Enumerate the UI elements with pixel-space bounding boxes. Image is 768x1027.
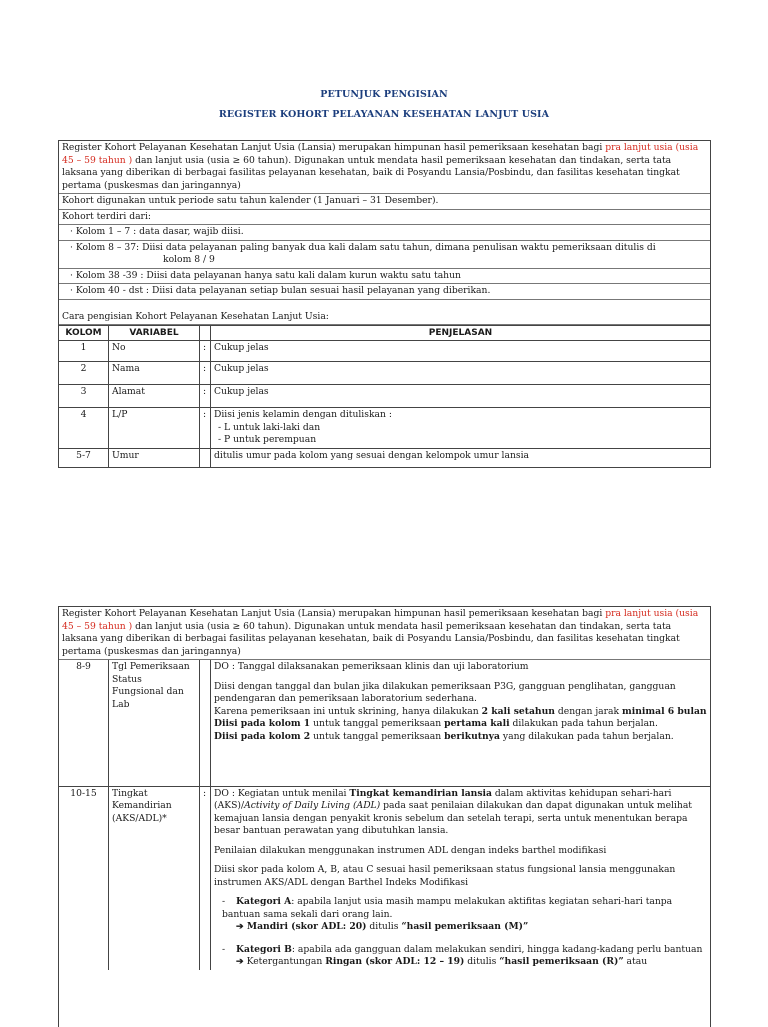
table-header bbox=[59, 326, 710, 341]
instruction-box-1 bbox=[58, 140, 711, 468]
page-heading: PETUNJUK PENGISIAN bbox=[320, 89, 448, 100]
arrow-right-icon: ➔ bbox=[236, 956, 244, 968]
intro-paragraph-repeat: Register Kohort Pelayanan Kesehatan Lanjut Usia (Lansia) merupakan himpunan hasil pemeriksaan kesehatan bagi pra lanjut usia (usia 45 – 59 tahun ) dan lanjut usia (usia ≥ 60 tahun). Digunakan untuk mendata hasil pemeriksaan kesehatan dan tindakan, serta tata laksana yang diberikan di berbagai fasilitas pelayanan kesehatan, baik di Posyandu Lansia/Posbindu, dan fasilitas kesehatan tingkat pertama (puskesmas dan jaringannya) bbox=[59, 607, 710, 660]
header-penjelasan: PENJELASAN bbox=[211, 326, 711, 341]
kolom-table-continued bbox=[59, 660, 710, 970]
cara-pengisian: Cara pengisian Kohort Pelayanan Kesehatan Lanjut Usia: bbox=[59, 300, 710, 326]
instruction-box-2 bbox=[58, 606, 711, 1027]
table-row: 4 L/P : Diisi jenis kelamin dengan dituliskan : - L untuk laki-laki dan - P untuk perempuan bbox=[59, 408, 710, 449]
kohort-item-4: · Kolom 40 - dst : Diisi data pelayanan setiap bulan sesuai hasil pelayanan yang diberikan. bbox=[59, 284, 710, 300]
kategori-b: - Kategori B: apabila ada gangguan dalam melakukan sendiri, hingga kadang-kadang perlu bantuan ➔ Ketergantungan Ringan (skor ADL: 12 – 19) ditulis “hasil pemeriksaan (R)” atau bbox=[222, 943, 703, 968]
age-range-highlight: pra lanjut usia (usia 45 – 59 tahun ) bbox=[62, 608, 699, 632]
intro-paragraph: Register Kohort Pelayanan Kesehatan Lanjut Usia (Lansia) merupakan himpunan hasil pemeriksaan kesehatan bagi pra lanjut usia (usia 45 – 59 tahun ) dan lanjut usia (usia ≥ 60 tahun). Digunakan untuk mendata hasil pemeriksaan kesehatan dan tindakan, serta tata laksana yang diberikan di berbagai fasilitas pelayanan kesehatan, baik di Posyandu Lansia/Posbindu, dan fasilitas kesehatan tingkat pertama (puskesmas dan jaringannya) bbox=[59, 141, 710, 194]
header-kolom: KOLOM bbox=[59, 326, 109, 341]
kohort-item-2: · Kolom 8 – 37: Diisi data pelayanan paling banyak dua kali dalam satu tahun, dimana penulisan waktu pemeriksaan ditulis di kolom 8 / 9 bbox=[59, 241, 710, 269]
table-row: 5-7 Umur ditulis umur pada kolom yang sesuai dengan kelompok umur lansia bbox=[59, 448, 710, 467]
table-row: 2 Nama : Cukup jelas bbox=[59, 362, 710, 385]
table-row: 3 Alamat : Cukup jelas bbox=[59, 385, 710, 408]
age-range-highlight: pra lanjut usia (usia 45 – 59 tahun ) bbox=[62, 142, 699, 166]
header-variabel: VARIABEL bbox=[109, 326, 200, 341]
kolom-table bbox=[59, 325, 710, 467]
kohort-periode: Kohort digunakan untuk periode satu tahun kalender (1 Januari – 31 Desember). bbox=[59, 194, 710, 210]
table-row-10-15: 10-15 Tingkat Kemandirian (AKS/ADL)* : DO : Kegiatan untuk menilai Tingkat kemandirian lansia dalam aktivitas kehidupan sehari-hari (AKS)/Activity of Daily Living (ADL) pada saat penilaian dilakukan dan dapat digunakan untuk melihat kemajuan lansia dengan penyakit kronis sebelum dan setelah terapi, serta untuk menentukan berapa besar bantuan perawatan yang dibutuhkan lansia. Penilaian dilakukan menggunakan instrumen ADL dengan indeks barthel modifikasi Diisi skor pada kolom A, B, atau C sesuai hasil pemeriksaan status fungsional lansia menggunakan instrumen AKS/ADL dengan Barthel Indeks Modifikasi - Kategori A: apabila lanjut usia masih mampu melakukan aktifitas kegiatan sehari-hari tanpa bantuan sama sekali dari orang lain. ➔ Mandiri (skor ADL: 20) ditulis “hasil pemeriksaan (M)” - Kategori B: apabila ada gangguan dalam melakukan sendiri, hingga kadang-kadang perlu bantuan ➔ Ketergantungan Ringan (skor ADL: 12 – 19) ditulis “hasil pemeriksaan (R)” atau bbox=[59, 786, 710, 970]
page-title: REGISTER KOHORT PELAYANAN KESEHATAN LANJUT USIA bbox=[218, 109, 550, 120]
kategori-a: - Kategori A: apabila lanjut usia masih mampu melakukan aktifitas kegiatan sehari-hari tanpa bantuan sama sekali dari orang lain. ➔ Mandiri (skor ADL: 20) ditulis “hasil pemeriksaan (M)” bbox=[222, 896, 673, 933]
table-row-8-9: 8-9 Tgl Pemeriksaan Status Fungsional dan Lab DO : Tanggal dilaksanakan pemeriksaan klinis dan uji laboratorium Diisi dengan tanggal dan bulan jika dilakukan pemeriksaan P3G, gangguan penglihatan, gangguan pendengaran dan pemeriksaan laboratorium sederhana. Karena pemeriksaan ini untuk skrining, hanya dilakukan 2 kali setahun dengan jarak minimal 6 bulan Diisi pada kolom 1 untuk tanggal pemeriksaan pertama kali dilakukan pada tahun berjalan. Diisi pada kolom 2 untuk tanggal pemeriksaan berikutnya yang dilakukan pada tahun berjalan. bbox=[59, 660, 710, 786]
table-row: 1 No : Cukup jelas bbox=[59, 341, 710, 362]
arrow-right-icon: ➔ bbox=[236, 921, 244, 933]
kohort-item-1: · Kolom 1 – 7 : data dasar, wajib diisi. bbox=[59, 225, 710, 241]
kohort-terdiri: Kohort terdiri dari: bbox=[59, 210, 710, 226]
kohort-item-3: · Kolom 38 -39 : Diisi data pelayanan hanya satu kali dalam kurun waktu satu tahun bbox=[59, 269, 710, 285]
